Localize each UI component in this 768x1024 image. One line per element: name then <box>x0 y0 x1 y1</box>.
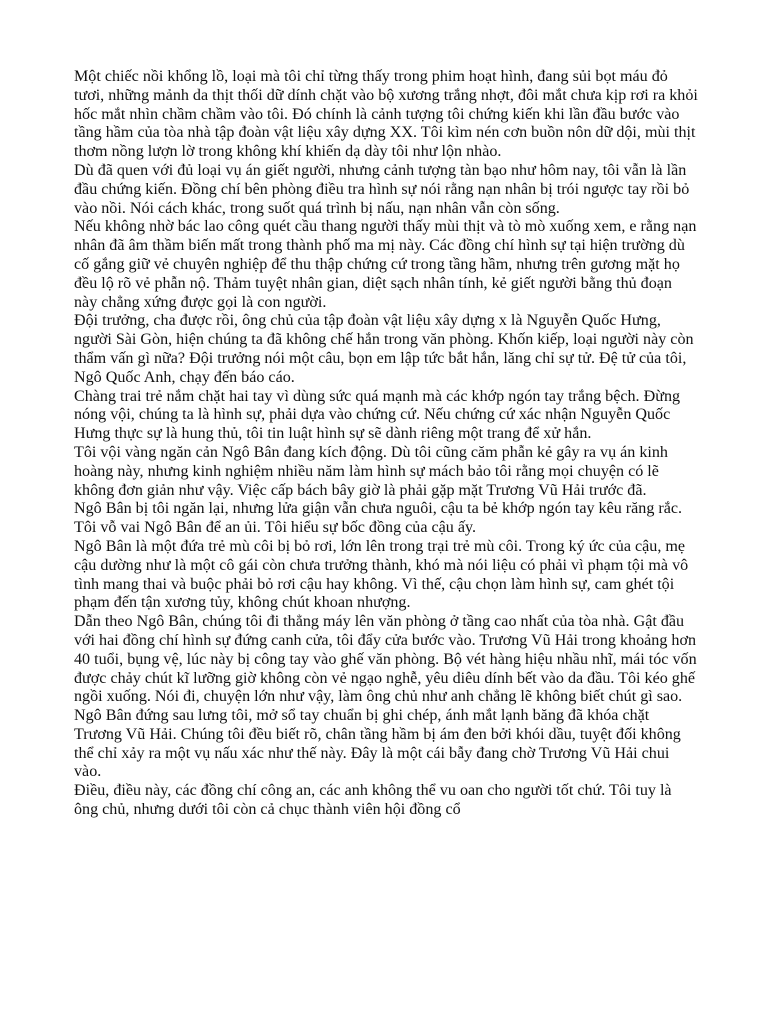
paragraph-11: Điều, điều này, các đồng chí công an, các anh không thể vu oan cho người tốt chứ. Tôi tuy là ông chủ, nhưng dưới tôi còn cả chục thành viên hội đồng cổ <box>74 782 672 819</box>
paragraph-6: Tôi vội vàng ngăn cản Ngô Bân đang kích động. Dù tôi cũng căm phẫn kẻ gây ra vụ án kinh hoàng này, nhưng kinh nghiệm nhiều năm làm hình sự mách bảo tôi rằng mọi chuyện có lẽ không đơn giản như vậy. Việc cấp bách bây giờ là phải gặp mặt Trương Vũ Hải trước đã. <box>74 443 668 499</box>
paragraph-10: Ngô Bân đứng sau lưng tôi, mở sổ tay chuẩn bị ghi chép, ánh mắt lạnh băng đã khóa chặt Trương Vũ Hải. Chúng tôi đều biết rõ, chân tầng hầm bị ám đen bởi khói dầu, tuyệt đối không thể chỉ xảy ra một vụ nấu xác như thế này. Đây là một cái bẫy đang chờ Trương Vũ Hải chui vào. <box>74 707 681 781</box>
paragraph-1: Một chiếc nồi khổng lồ, loại mà tôi chỉ từng thấy trong phim hoạt hình, đang sủi bọt máu đỏ tươi, những mảnh da thịt thối dữ dính chặt vào bộ xương trắng nhợt, đôi mắt chưa kịp rơi ra khỏi hốc mắt nhìn chầm chầm vào tôi. Đó chính là cảnh tượng tôi chứng kiến khi lần đầu bước vào tầng hầm của tòa nhà tập đoàn vật liệu xây dựng XX. Tôi kìm nén cơn buồn nôn dữ dội, mùi thịt thơm nồng lượn lờ trong không khí khiến dạ dày tôi như lộn nhào. <box>74 68 698 161</box>
paragraph-4: Đội trưởng, cha được rồi, ông chủ của tập đoàn vật liệu xây dựng x là Nguyễn Quốc Hưng, người Sài Gòn, hiện chúng ta đã không chế hắn trong văn phòng. Khốn kiếp, loại người này còn thẩm vấn gì nữa? Đội trưởng nói một câu, bọn em lập tức bắt hắn, lăng chỉ sự tử. Đệ tử của tôi, Ngô Quốc Anh, chạy đến báo cáo. <box>74 312 694 386</box>
document-page <box>74 68 699 820</box>
paragraph-3: Nếu không nhờ bác lao công quét cầu thang người thấy mùi thịt và tò mò xuống xem, e rằng nạn nhân đã âm thầm biến mất trong thành phố ma mị này. Các đồng chí hình sự tại hiện trường dù cố gắng giữ vẻ chuyên nghiệp để thu thập chứng cứ trong tầng hầm, nhưng trên gương mặt họ đều lộ rõ vẻ phẫn nộ. Thảm tuyệt nhân gian, diệt sạch nhân tính, kẻ giết người bằng thủ đoạn này chẳng xứng được gọi là con người. <box>74 218 697 311</box>
paragraph-5: Chàng trai trẻ nắm chặt hai tay vì dùng sức quá mạnh mà các khớp ngón tay trắng bệch. Đừng nóng vội, chúng ta là hình sự, phải dựa vào chứng cứ. Nếu chứng cứ xác nhận Nguyễn Quốc Hưng thực sự là hung thủ, tôi tin luật hình sự sẽ dành riêng một trang để xử hắn. <box>74 387 681 443</box>
paragraph-8: Ngô Bân là một đứa trẻ mù côi bị bỏ rơi, lớn lên trong trại trẻ mù côi. Trong ký ức của cậu, mẹ cậu dường như là một cô gái còn chưa trưởng thành, khó mà nói liệu có phải vì phạm tội mà vô tình mang thai và buộc phải bỏ rơi cậu hay không. Vì thế, cậu chọn làm hình sự, cam ghét tội phạm đến tận xương tủy, không chút khoan nhượng. <box>74 537 689 612</box>
paragraph-9: Dẫn theo Ngô Bân, chúng tôi đi thẳng máy lên văn phòng ở tầng cao nhất của tòa nhà. Gật đầu với hai đồng chí hình sự đứng canh cửa, tôi đẩy cửa bước vào. Trương Vũ Hải trong khoảng hơn 40 tuổi, bụng vệ, lúc này bị công tay vào ghế văn phòng. Bộ vét hàng hiệu nhầu nhĩ, mái tóc vốn được chảy chút kĩ lưỡng giờ không còn vẻ ngạo nghễ, yêu diêu dính bết vào da đầu. Tôi kéo ghế ngồi xuống. Nói đi, chuyện lớn như vậy, làm ông chủ như anh chẳng lẽ không biết chút gì sao. <box>74 613 697 706</box>
paragraph-2: Dù đã quen với đủ loại vụ án giết người, nhưng cảnh tượng tàn bạo như hôm nay, tôi vẫn là lần đầu chứng kiến. Đồng chí bên phòng điều tra hình sự nói rằng nạn nhân bị trói ngược tay rồi bỏ vào nồi. Nói cách khác, trong suốt quá trình bị nấu, nạn nhân vẫn còn sống. <box>74 161 690 217</box>
paragraph-7: Ngô Bân bị tôi ngăn lại, nhưng lửa giận vẫn chưa nguôi, cậu ta bẻ khớp ngón tay kêu răng rắc. Tôi vỗ vai Ngô Bân để an ủi. Tôi hiểu sự bốc đồng của cậu ấy. <box>74 500 683 537</box>
